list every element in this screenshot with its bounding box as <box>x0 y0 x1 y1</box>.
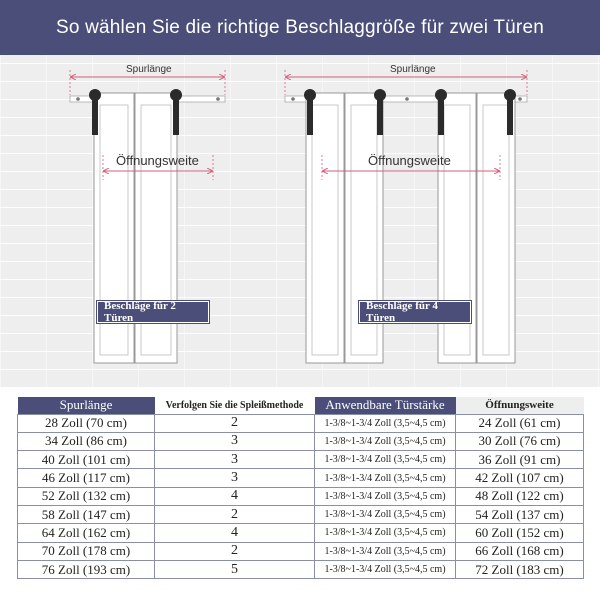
splice-method-cell: 2 <box>155 505 315 523</box>
track-length-cell: 34 Zoll (86 cm) <box>18 432 155 450</box>
track-length-cell: 58 Zoll (147 cm) <box>18 505 155 523</box>
table-row <box>18 505 584 523</box>
opening-width-cell: 54 Zoll (137 cm) <box>456 505 584 523</box>
track-length-cell: 40 Zoll (101 cm) <box>18 451 155 469</box>
opening-width-cell: 66 Zoll (168 cm) <box>456 542 584 560</box>
door-diagram <box>0 55 600 388</box>
page-title: So wählen Sie die richtige Beschlaggröße für zwei Türen <box>0 0 600 55</box>
two-door-badge: Beschläge für 2 Türen <box>97 301 209 323</box>
splice-method-cell: 3 <box>155 432 315 450</box>
splice-method-cell: 4 <box>155 487 315 505</box>
four-door-badge: Beschläge für 4 Türen <box>359 301 471 323</box>
door-thickness-cell: 1-3/8~1-3/4 Zoll (3,5~4,5 cm) <box>315 469 456 487</box>
track-length-cell: 70 Zoll (178 cm) <box>18 542 155 560</box>
header-door-thickness: Anwendbare Türstärke <box>315 397 456 414</box>
table-row <box>18 524 584 542</box>
track-length-cell: 64 Zoll (162 cm) <box>18 524 155 542</box>
splice-method-cell: 2 <box>155 414 315 432</box>
opening-width-cell: 24 Zoll (61 cm) <box>456 414 584 432</box>
table-row <box>18 432 584 450</box>
table-row <box>18 487 584 505</box>
header-splice-method: Verfolgen Sie die Spleißmethode <box>155 397 315 414</box>
opening-width-cell: 36 Zoll (91 cm) <box>456 451 584 469</box>
opening-width-cell: 48 Zoll (122 cm) <box>456 487 584 505</box>
opening-width-cell: 30 Zoll (76 cm) <box>456 432 584 450</box>
size-table <box>17 397 584 579</box>
door-thickness-cell: 1-3/8~1-3/4 Zoll (3,5~4,5 cm) <box>315 414 456 432</box>
door-thickness-cell: 1-3/8~1-3/4 Zoll (3,5~4,5 cm) <box>315 432 456 450</box>
splice-method-cell: 3 <box>155 451 315 469</box>
splice-method-cell: 2 <box>155 542 315 560</box>
track-length-cell: 28 Zoll (70 cm) <box>18 414 155 432</box>
table-row <box>18 560 584 578</box>
door-thickness-cell: 1-3/8~1-3/4 Zoll (3,5~4,5 cm) <box>315 560 456 578</box>
right-track-length-label: Spurlänge <box>390 64 436 75</box>
header-opening-width: Öffnungsweite <box>456 397 584 414</box>
door-diagram-drawing <box>0 55 600 388</box>
track-length-cell: 76 Zoll (193 cm) <box>18 560 155 578</box>
splice-method-cell: 3 <box>155 469 315 487</box>
right-opening-width-label: Öffnungsweite <box>368 153 451 168</box>
opening-width-cell: 42 Zoll (107 cm) <box>456 469 584 487</box>
table-row <box>18 451 584 469</box>
door-thickness-cell: 1-3/8~1-3/4 Zoll (3,5~4,5 cm) <box>315 451 456 469</box>
door-thickness-cell: 1-3/8~1-3/4 Zoll (3,5~4,5 cm) <box>315 505 456 523</box>
left-track-length-label: Spurlänge <box>126 64 172 75</box>
table-row <box>18 542 584 560</box>
table-row <box>18 469 584 487</box>
splice-method-cell: 4 <box>155 524 315 542</box>
track-length-cell: 46 Zoll (117 cm) <box>18 469 155 487</box>
door-thickness-cell: 1-3/8~1-3/4 Zoll (3,5~4,5 cm) <box>315 542 456 560</box>
table-row <box>18 414 584 432</box>
left-opening-width-label: Öffnungsweite <box>116 153 199 168</box>
door-thickness-cell: 1-3/8~1-3/4 Zoll (3,5~4,5 cm) <box>315 487 456 505</box>
opening-width-cell: 72 Zoll (183 cm) <box>456 560 584 578</box>
table-header-row <box>18 397 584 414</box>
track-length-cell: 52 Zoll (132 cm) <box>18 487 155 505</box>
door-thickness-cell: 1-3/8~1-3/4 Zoll (3,5~4,5 cm) <box>315 524 456 542</box>
splice-method-cell: 5 <box>155 560 315 578</box>
header-track-length: Spurlänge <box>18 397 155 414</box>
opening-width-cell: 60 Zoll (152 cm) <box>456 524 584 542</box>
